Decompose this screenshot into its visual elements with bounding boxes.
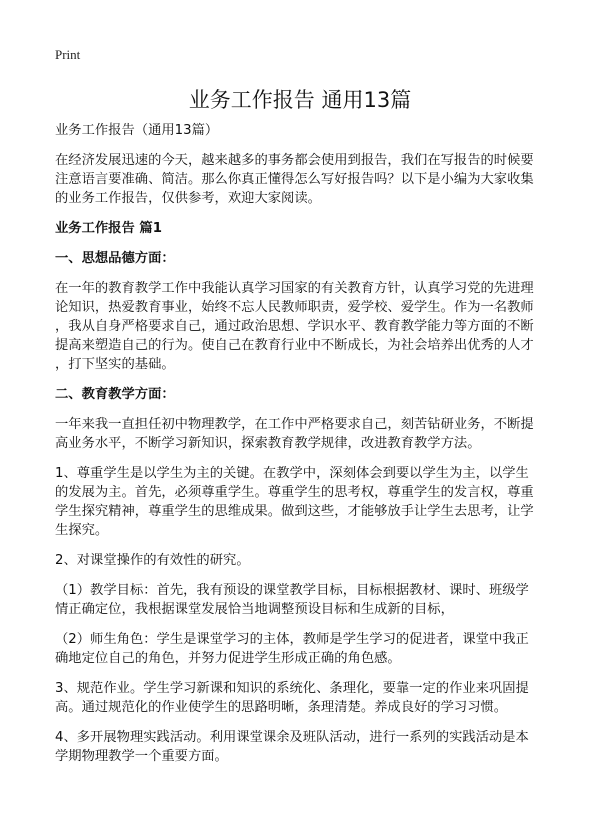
paragraph-goal <box>55 581 555 619</box>
paragraph-teaching <box>55 415 555 453</box>
paragraph-roles <box>55 630 555 668</box>
text-line: 高业务水平，不断学习新知识，探索教育教学规律，改进教育教学方法。 <box>55 436 481 451</box>
text-line: （1）教学目标：首先，我有预设的课堂教学目标，目标根据教材、课时、班级学 <box>55 583 529 598</box>
paragraph-moral <box>55 279 555 374</box>
text-line: 一年来我一直担任初中物理教学，在工作中严格要求自己，刻苦钻研业务，不断提 <box>55 417 534 432</box>
text-line: 1、尊重学生是以学生为主的关键。在教学中，深刻体会到要以学生为主，以学生 <box>55 466 529 481</box>
section-title: 业务工作报告 篇1 <box>55 221 162 236</box>
text-line: 3、规范作业。学生学习新课和知识的系统化、条理化，要靠一定的作业来巩固提 <box>55 681 529 696</box>
text-line: 注意语言要准确、简洁。那么你真正懂得怎么写好报告吗？以下是小编为大家收集 <box>55 172 534 187</box>
text-line: 4、多开展物理实践活动。利用课堂课余及班队活动，进行一系列的实践活动是本 <box>55 730 529 745</box>
text-line: 在经济发展迅速的今天，越来越多的事务都会使用到报告，我们在写报告的时候要 <box>55 153 534 168</box>
paragraph-item-1 <box>55 464 555 540</box>
page-title: 业务工作报告 通用13篇 <box>188 88 412 112</box>
text-line: 在一年的教育教学工作中我能认真学习国家的有关教育方针，认真学习党的先进理 <box>55 281 534 296</box>
print-link[interactable]: Print <box>55 47 81 62</box>
text-line: 高。通过规范化的作业使学生的思路明晰，条理清楚。养成良好的学习习惯。 <box>55 700 508 715</box>
text-line: 学期物理教学一个重要方面。 <box>55 749 228 764</box>
paragraph-item-2 <box>55 551 555 570</box>
text-line: 提高来塑造自己的行为。使自己在教育行业中不断成长，为社会培养出优秀的人才 <box>55 338 534 353</box>
text-line: 学生探究精神，尊重学生的思维成果。做到这些，才能够放手让学生去思考，让学 <box>55 504 534 519</box>
heading-moral: 一、思想品德方面： <box>55 251 175 266</box>
text-line: ，打下坚实的基础。 <box>55 357 175 372</box>
text-line: 生探究。 <box>55 523 109 538</box>
text-line: 的业务工作报告，仅供参考，欢迎大家阅读。 <box>55 191 321 206</box>
paragraph-item-4 <box>55 728 555 766</box>
paragraph-item-3 <box>55 679 555 717</box>
intro-paragraph <box>55 151 555 208</box>
document-body <box>55 121 555 777</box>
text-line: 确地定位自己的角色，并努力促进学生形成正确的角色感。 <box>55 651 401 666</box>
text-line: 的发展为主。首先，必须尊重学生。尊重学生的思考权，尊重学生的发言权，尊重 <box>55 485 534 500</box>
text-line: （2）师生角色：学生是课堂学习的主体，教师是学生学习的促进者，课堂中我正 <box>55 632 529 647</box>
text-line: 2、对课堂操作的有效性的研究。 <box>55 553 250 568</box>
text-line: 论知识，热爱教育事业，始终不忘人民教师职责，爱学校、爱学生。作为一名教师 <box>55 300 534 315</box>
text-line: 情正确定位，我根据课堂发展恰当地调整预设目标和生成新的目标， <box>55 602 454 617</box>
text-line: ，我从自身严格要求自己，通过政治思想、学识水平、教育教学能力等方面的不断 <box>55 319 534 334</box>
heading-teaching: 二、教育教学方面： <box>55 387 175 402</box>
subtitle: 业务工作报告（通用13篇） <box>55 123 219 138</box>
